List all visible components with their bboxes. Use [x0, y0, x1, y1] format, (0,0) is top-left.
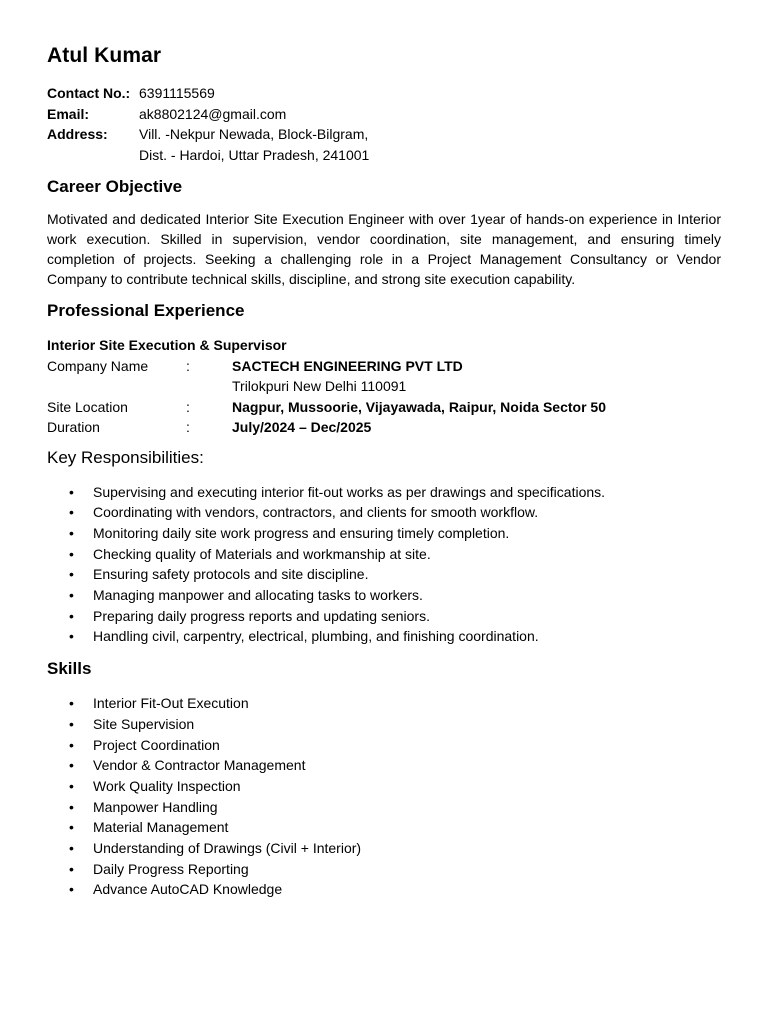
list-item: • Advance AutoCAD Knowledge: [47, 879, 721, 900]
bullet-icon: •: [69, 798, 74, 815]
list-item: • Material Management: [47, 817, 721, 838]
bullet-icon: •: [69, 881, 74, 898]
duration-row: [47, 417, 721, 438]
site-location-row: [47, 397, 721, 418]
job-title: Interior Site Execution & Supervisor: [47, 337, 287, 353]
list-item: • Interior Fit-Out Execution: [47, 693, 721, 714]
address-value: [139, 124, 721, 165]
professional-experience-heading: Professional Experience: [47, 301, 245, 320]
company-value: SACTECH ENGINEERING PVT LTD: [232, 357, 463, 374]
bullet-icon: •: [69, 566, 74, 583]
list-item: • Coordinating with vendors, contractors, and clients for smooth workflow.: [47, 502, 721, 523]
list-item: • Daily Progress Reporting: [47, 859, 721, 880]
address-line-2: Dist. - Hardoi, Uttar Pradesh, 241001: [139, 146, 370, 163]
career-objective-text: Motivated and dedicated Interior Site Execution Engineer with over 1year of hands-on experience in Interior work execution. Skilled in supervision, vendor coordination, site management, and ensuring timely completion of projects. Seeking a challenging role in a Project Management Consultancy or Vendor Company to contribute technical skills, discipline, and strong site execution capability.: [47, 211, 721, 287]
bullet-icon: •: [69, 757, 74, 774]
bullet-icon: •: [69, 483, 74, 500]
email-value: ak8802124@gmail.com: [139, 105, 287, 122]
bullet-icon: •: [69, 545, 74, 562]
list-item: • Understanding of Drawings (Civil + Interior): [47, 838, 721, 859]
list-item: • Checking quality of Materials and workmanship at site.: [47, 544, 721, 565]
bullet-icon: •: [69, 715, 74, 732]
bullet-icon: •: [69, 524, 74, 541]
company-colon: :: [186, 357, 190, 374]
list-item: • Preparing daily progress reports and updating seniors.: [47, 606, 721, 627]
bullet-icon: •: [69, 777, 74, 794]
candidate-name: Atul Kumar: [47, 44, 162, 67]
duration-label: Duration: [47, 419, 100, 435]
contact-phone-row: [47, 83, 721, 104]
duration-value: July/2024 – Dec/2025: [232, 419, 372, 435]
contact-email-row: [47, 104, 721, 125]
phone-label: Contact No.:: [47, 85, 131, 101]
list-item: • Vendor & Contractor Management: [47, 755, 721, 776]
company-row: [47, 356, 721, 377]
email-label: Email:: [47, 105, 90, 122]
company-address: Trilokpuri New Delhi 110091: [232, 378, 407, 394]
bullet-icon: •: [69, 695, 74, 712]
career-objective-heading: Career Objective: [47, 177, 183, 196]
skills-list: [47, 693, 721, 900]
list-item: • Site Supervision: [47, 714, 721, 735]
site-location-value: Nagpur, Mussoorie, Vijayawada, Raipur, Noida Sector 50: [232, 398, 606, 415]
list-item: • Supervising and executing interior fit-out works as per drawings and specifications.: [47, 482, 721, 503]
address-label: Address:: [47, 126, 108, 142]
list-item: • Handling civil, carpentry, electrical, plumbing, and finishing coordination.: [47, 626, 721, 647]
list-item: • Manpower Handling: [47, 797, 721, 818]
bullet-icon: •: [69, 587, 74, 604]
bullet-icon: •: [69, 736, 74, 753]
duration-colon: :: [186, 419, 190, 435]
contact-address-row: [47, 124, 721, 165]
skills-heading: Skills: [47, 659, 92, 679]
responsibilities-list: [47, 482, 721, 648]
list-item: • Ensuring safety protocols and site discipline.: [47, 564, 721, 585]
phone-value: 6391115569: [139, 85, 215, 101]
site-location-label: Site Location: [47, 398, 128, 415]
bullet-icon: •: [69, 840, 74, 857]
bullet-icon: •: [69, 628, 74, 645]
contact-block: [47, 83, 721, 165]
list-item: • Work Quality Inspection: [47, 776, 721, 797]
company-label: Company Name: [47, 357, 149, 374]
bullet-icon: •: [69, 504, 74, 521]
site-location-colon: :: [186, 398, 190, 415]
company-address-row: [47, 376, 721, 397]
list-item: • Monitoring daily site work progress and ensuring timely completion.: [47, 523, 721, 544]
bullet-icon: •: [69, 819, 74, 836]
bullet-icon: •: [69, 860, 74, 877]
address-line-1: Vill. -Nekpur Newada, Block-Bilgram,: [139, 126, 369, 142]
list-item: • Project Coordination: [47, 735, 721, 756]
key-responsibilities-heading: Key Responsibilities:: [47, 447, 204, 467]
list-item: • Managing manpower and allocating tasks to workers.: [47, 585, 721, 606]
bullet-icon: •: [69, 607, 74, 624]
